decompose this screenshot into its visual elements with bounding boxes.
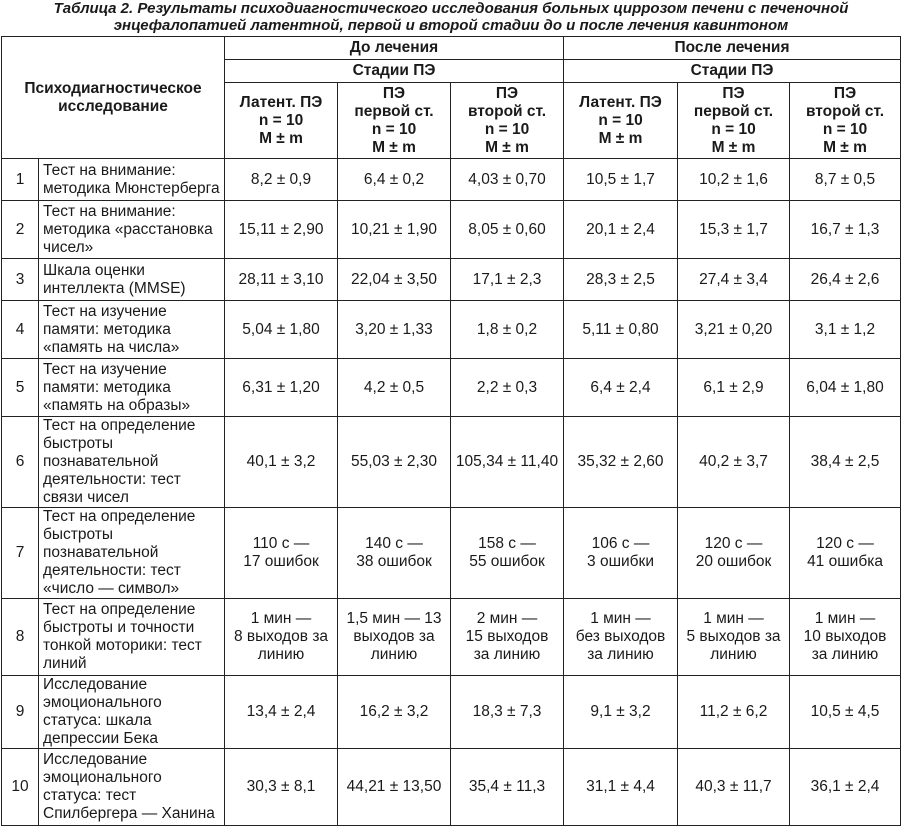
value-cell: 10,5 ± 1,7 bbox=[564, 159, 678, 201]
header-column-2: ПЭ первой ст. n = 10 M ± m bbox=[338, 83, 451, 159]
row-number: 7 bbox=[2, 508, 39, 599]
value-cell: 35,32 ± 2,60 bbox=[564, 417, 678, 508]
value-cell: 20,1 ± 2,4 bbox=[564, 201, 678, 259]
value-cell: 5,11 ± 0,80 bbox=[564, 301, 678, 359]
value-cell: 1 мин — без выходов за линию bbox=[564, 599, 678, 676]
value-cell: 9,1 ± 3,2 bbox=[564, 676, 678, 749]
value-cell: 8,7 ± 0,5 bbox=[790, 159, 901, 201]
row-test-name: Исследование эмоционального статуса: шкала депрессии Бека bbox=[39, 676, 225, 749]
value-cell: 3,1 ± 1,2 bbox=[790, 301, 901, 359]
value-cell: 140 с — 38 ошибок bbox=[338, 508, 451, 599]
table-row bbox=[2, 259, 901, 301]
value-cell: 120 с — 20 ошибок bbox=[678, 508, 790, 599]
value-cell: 27,4 ± 3,4 bbox=[678, 259, 790, 301]
row-test-name: Тест на определение быстроты познавательной деятельности: тест связи чисел bbox=[39, 417, 225, 508]
value-cell: 40,3 ± 11,7 bbox=[678, 749, 790, 826]
row-test-name: Тест на внимание: методика «расстановка чисел» bbox=[39, 201, 225, 259]
row-number: 10 bbox=[2, 749, 39, 826]
row-number: 4 bbox=[2, 301, 39, 359]
caption-line-2: энцефалопатией латентной, первой и второй стадии до и после лечения кавинтоном bbox=[113, 17, 789, 34]
table-row bbox=[2, 301, 901, 359]
table-row bbox=[2, 201, 901, 259]
value-cell: 2 мин — 15 выходов за линию bbox=[451, 599, 564, 676]
header-column-4: Латент. ПЭ n = 10 M ± m bbox=[564, 83, 678, 159]
value-cell: 1 мин — 10 выходов за линию bbox=[790, 599, 901, 676]
header-row-label: Психодиагностическое исследование bbox=[2, 37, 225, 159]
header-after: После лечения bbox=[564, 37, 901, 60]
table-row bbox=[2, 599, 901, 676]
value-cell: 10,21 ± 1,90 bbox=[338, 201, 451, 259]
row-test-name: Тест на внимание: методика Мюнстерберга bbox=[39, 159, 225, 201]
row-number: 5 bbox=[2, 359, 39, 417]
value-cell: 16,7 ± 1,3 bbox=[790, 201, 901, 259]
header-stages-before: Стадии ПЭ bbox=[225, 60, 564, 83]
value-cell: 30,3 ± 8,1 bbox=[225, 749, 338, 826]
table-row bbox=[2, 508, 901, 599]
header-column-3: ПЭ второй ст. n = 10 M ± m bbox=[451, 83, 564, 159]
value-cell: 3,21 ± 0,20 bbox=[678, 301, 790, 359]
row-number: 1 bbox=[2, 159, 39, 201]
value-cell: 17,1 ± 2,3 bbox=[451, 259, 564, 301]
value-cell: 1 мин — 8 выходов за линию bbox=[225, 599, 338, 676]
caption-label: Таблица 2. bbox=[53, 0, 134, 17]
value-cell: 6,4 ± 0,2 bbox=[338, 159, 451, 201]
value-cell: 40,2 ± 3,7 bbox=[678, 417, 790, 508]
value-cell: 4,03 ± 0,70 bbox=[451, 159, 564, 201]
value-cell: 105,34 ± 11,40 bbox=[451, 417, 564, 508]
value-cell: 6,31 ± 1,20 bbox=[225, 359, 338, 417]
value-cell: 40,1 ± 3,2 bbox=[225, 417, 338, 508]
value-cell: 3,20 ± 1,33 bbox=[338, 301, 451, 359]
row-number: 2 bbox=[2, 201, 39, 259]
value-cell: 11,2 ± 6,2 bbox=[678, 676, 790, 749]
value-cell: 2,2 ± 0,3 bbox=[451, 359, 564, 417]
value-cell: 10,2 ± 1,6 bbox=[678, 159, 790, 201]
table-row bbox=[2, 159, 901, 201]
caption-line-1 bbox=[0, 0, 902, 17]
row-test-name: Шкала оценки интеллекта (MMSE) bbox=[39, 259, 225, 301]
row-number: 6 bbox=[2, 417, 39, 508]
value-cell: 26,4 ± 2,6 bbox=[790, 259, 901, 301]
value-cell: 158 с — 55 ошибок bbox=[451, 508, 564, 599]
value-cell: 15,3 ± 1,7 bbox=[678, 201, 790, 259]
header-stages-after: Стадии ПЭ bbox=[564, 60, 901, 83]
header-before: До лечения bbox=[225, 37, 564, 60]
value-cell: 1,8 ± 0,2 bbox=[451, 301, 564, 359]
value-cell: 1 мин — 5 выходов за линию bbox=[678, 599, 790, 676]
table-row bbox=[2, 676, 901, 749]
value-cell: 4,2 ± 0,5 bbox=[338, 359, 451, 417]
value-cell: 28,11 ± 3,10 bbox=[225, 259, 338, 301]
value-cell: 6,4 ± 2,4 bbox=[564, 359, 678, 417]
row-number: 9 bbox=[2, 676, 39, 749]
value-cell: 44,21 ± 13,50 bbox=[338, 749, 451, 826]
value-cell: 6,04 ± 1,80 bbox=[790, 359, 901, 417]
value-cell: 35,4 ± 11,3 bbox=[451, 749, 564, 826]
row-test-name: Исследование эмоционального статуса: тест Спилбергера — Ханина bbox=[39, 749, 225, 826]
value-cell: 22,04 ± 3,50 bbox=[338, 259, 451, 301]
value-cell: 55,03 ± 2,30 bbox=[338, 417, 451, 508]
row-test-name: Тест на определение быстроты и точности тонкой моторики: тест линий bbox=[39, 599, 225, 676]
value-cell: 16,2 ± 3,2 bbox=[338, 676, 451, 749]
value-cell: 106 с — 3 ошибки bbox=[564, 508, 678, 599]
value-cell: 110 с — 17 ошибок bbox=[225, 508, 338, 599]
value-cell: 10,5 ± 4,5 bbox=[790, 676, 901, 749]
value-cell: 8,2 ± 0,9 bbox=[225, 159, 338, 201]
value-cell: 31,1 ± 4,4 bbox=[564, 749, 678, 826]
row-test-name: Тест на определение быстроты познавательной деятельности: тест «число — символ» bbox=[39, 508, 225, 599]
value-cell: 15,11 ± 2,90 bbox=[225, 201, 338, 259]
results-table bbox=[1, 36, 901, 826]
row-test-name: Тест на изучение памяти: методика «память на образы» bbox=[39, 359, 225, 417]
value-cell: 8,05 ± 0,60 bbox=[451, 201, 564, 259]
value-cell: 1,5 мин — 13 выходов за линию bbox=[338, 599, 451, 676]
header-column-1: Латент. ПЭ n = 10 M ± m bbox=[225, 83, 338, 159]
value-cell: 13,4 ± 2,4 bbox=[225, 676, 338, 749]
header-column-5: ПЭ первой ст. n = 10 M ± m bbox=[678, 83, 790, 159]
header-column-6: ПЭ второй ст. n = 10 M ± m bbox=[790, 83, 901, 159]
row-number: 8 bbox=[2, 599, 39, 676]
row-test-name: Тест на изучение памяти: методика «память на числа» bbox=[39, 301, 225, 359]
value-cell: 5,04 ± 1,80 bbox=[225, 301, 338, 359]
table-caption bbox=[0, 0, 902, 34]
caption-text-1: Результаты психодиагностического исследования больных циррозом печени с печеночной bbox=[137, 0, 849, 17]
value-cell: 38,4 ± 2,5 bbox=[790, 417, 901, 508]
table-row bbox=[2, 749, 901, 826]
row-number: 3 bbox=[2, 259, 39, 301]
value-cell: 28,3 ± 2,5 bbox=[564, 259, 678, 301]
value-cell: 18,3 ± 7,3 bbox=[451, 676, 564, 749]
table-row bbox=[2, 417, 901, 508]
table-row bbox=[2, 359, 901, 417]
value-cell: 6,1 ± 2,9 bbox=[678, 359, 790, 417]
value-cell: 36,1 ± 2,4 bbox=[790, 749, 901, 826]
value-cell: 120 с — 41 ошибка bbox=[790, 508, 901, 599]
